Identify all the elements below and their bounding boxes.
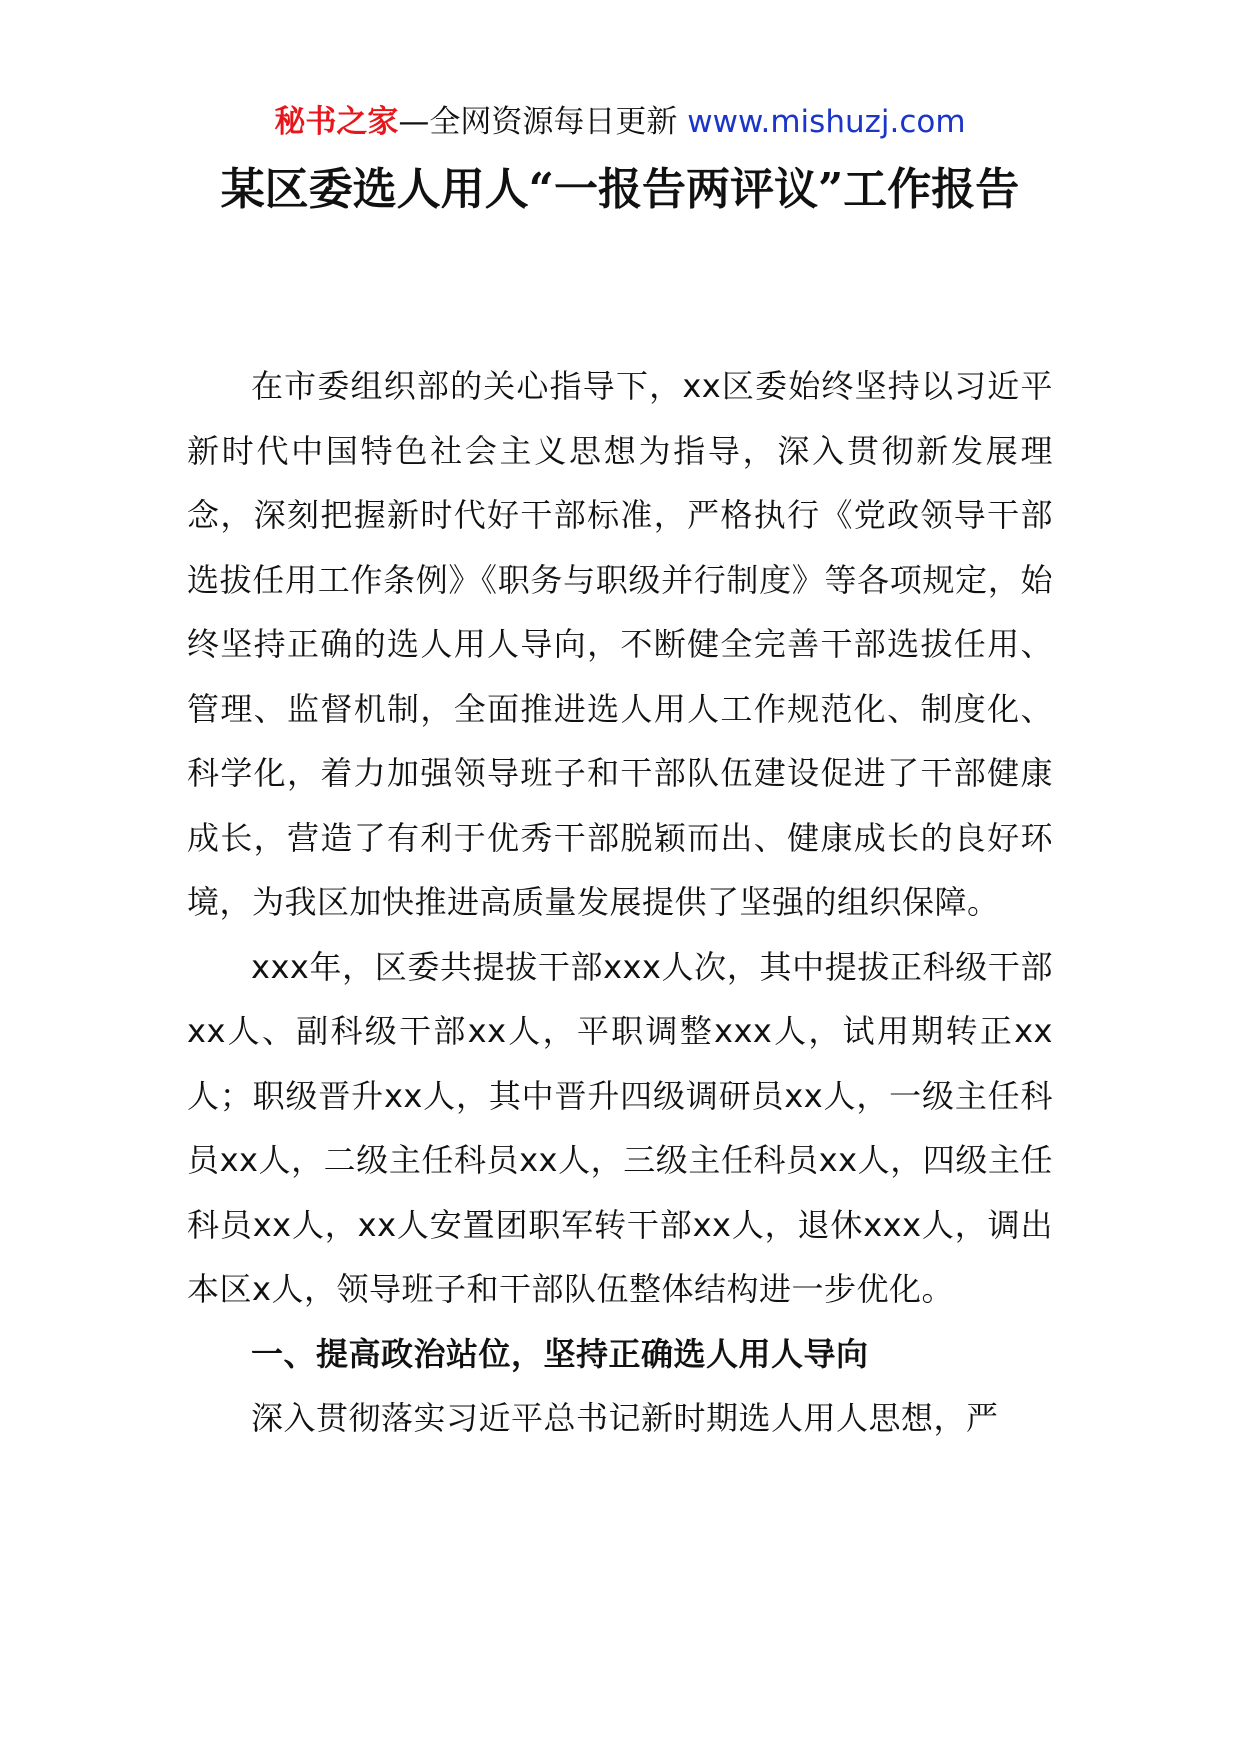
- brand-name: 秘书之家: [274, 104, 399, 140]
- banner-tagline: —全网资源每日更新: [398, 104, 678, 140]
- section-paragraph: 深入贯彻落实习近平总书记新时期选人用人思想，严: [251, 1399, 999, 1437]
- site-banner: [0, 100, 1240, 144]
- statistics-paragraph: xxx年，区委共提拔干部xxx人次，其中提拔正科级干部xx人、副科级干部xx人，平职调整xxx人，试用期转正xx人；职级晋升xx人，其中晋升四级调研员xx人，一级主任科员xx人，二级主任科员xx人，三级主任科员xx人，四级主任科员xx人，xx人安置团职军转干部xx人，退休xxx人，调出本区x人，领导班子和干部队伍整体结构进一步优化。: [187, 947, 1053, 1308]
- document-body: [187, 354, 1053, 1451]
- section-heading: 一、提高政治站位，坚持正确选人用人导向: [251, 1334, 869, 1373]
- intro-paragraph: 在市委组织部的关心指导下，xx区委始终坚持以习近平新时代中国特色社会主义思想为指导，深入贯彻新发展理念，深刻把握新时代好干部标准，严格执行《党政领导干部选拔任用工作条例》《职务与职级并行制度》等各项规定，始终坚持正确的选人用人导向，不断健全完善干部选拔任用、管理、监督机制，全面推进选人用人工作规范化、制度化、科学化，着力加强领导班子和干部队伍建设促进了干部健康成长，营造了有利于优秀干部脱颖而出、健康成长的良好环境，为我区加快推进高质量发展提供了坚强的组织保障。: [187, 367, 1053, 921]
- site-url: www.mishuzj.com: [687, 104, 966, 140]
- document-title: 某区委选人用人“一报告两评议”工作报告: [220, 164, 1020, 215]
